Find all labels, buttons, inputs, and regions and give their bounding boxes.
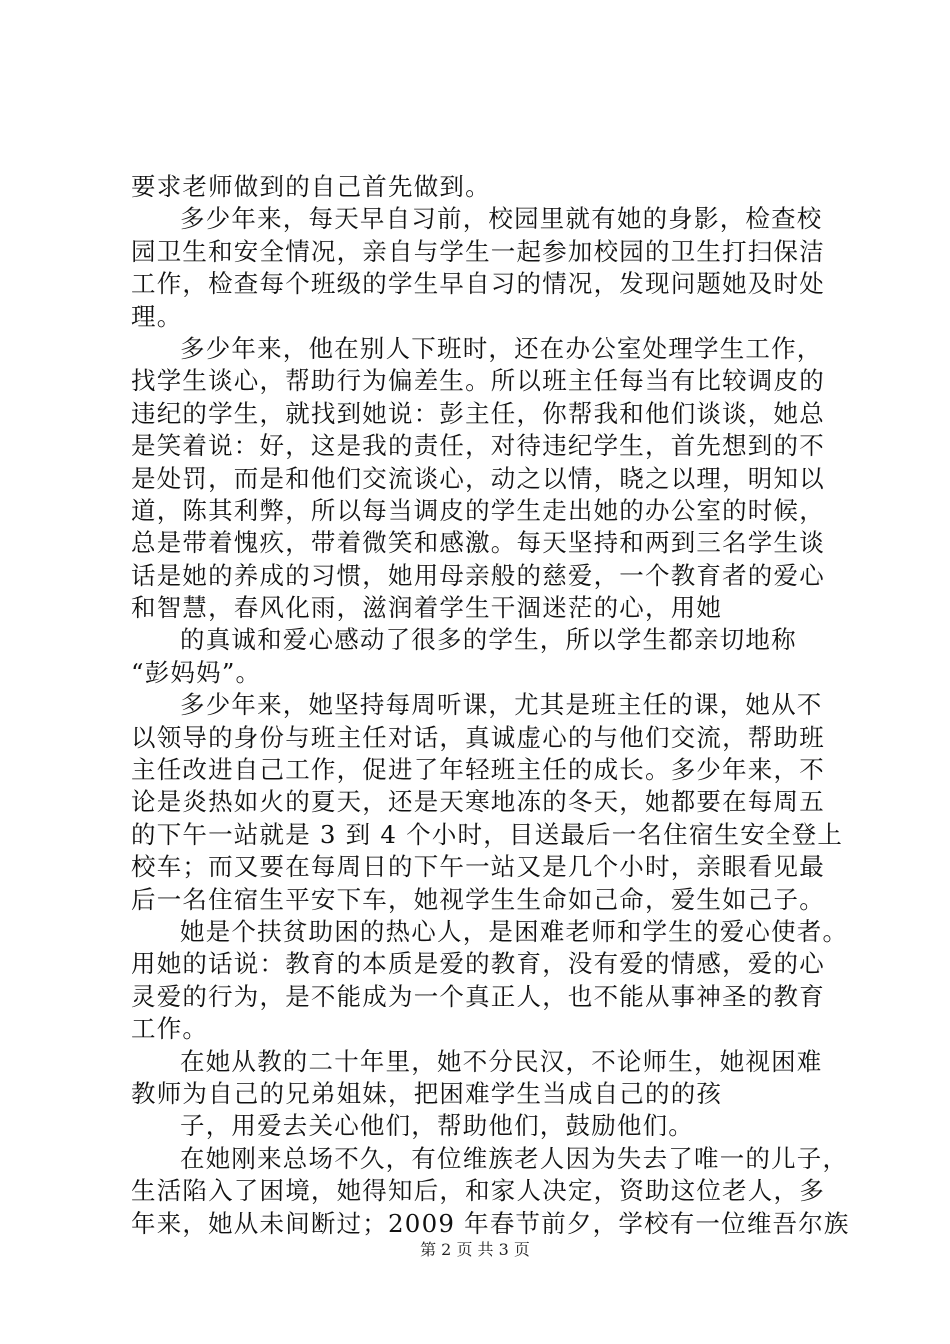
text-line: 教师为自己的兄弟姐妹，把困难学生当成自己的的孩 xyxy=(131,1078,723,1108)
text-line: 话是她的养成的习惯，她用母亲般的慈爱，一个教育者的爱心 xyxy=(131,560,825,590)
text-line: 和智慧，春风化雨，滋润着学生干涸迷茫的心，用她 xyxy=(131,593,723,623)
page-footer: 第 2 页 共 3 页 xyxy=(420,1240,530,1259)
text-line: 违纪的学生，就找到她说：彭主任，你帮我和他们谈谈，她总 xyxy=(131,398,825,428)
text-line: 要求老师做到的自己首先做到。 xyxy=(131,172,491,201)
text-line: 总是带着愧疚，带着微笑和感激。每天坚持和两到三名学生谈 xyxy=(131,528,825,558)
text-line: 在她从教的二十年里，她不分民汉，不论师生，她视困难 xyxy=(180,1046,823,1076)
text-line: 她是个扶贫助困的热心人，是困难老师和学生的爱心使者。 xyxy=(180,916,849,946)
text-line: 在她刚来总场不久，有位维族老人因为失去了唯一的儿子， xyxy=(180,1143,849,1173)
text-line: 用她的话说：教育的本质是爱的教育，没有爱的情感，爱的心 xyxy=(131,949,825,979)
text-line: 年来，她从未间断过；2009 年春节前夕，学校有一位维吾尔族 xyxy=(131,1208,850,1238)
text-line: 找学生谈心，帮助行为偏差生。所以班主任每当有比较调皮的 xyxy=(131,366,825,396)
text-line: 道，陈其利弊，所以每当调皮的学生走出她的办公室的时候， xyxy=(131,495,825,525)
text-line: “彭妈妈”。 xyxy=(131,657,262,687)
text-line: 理。 xyxy=(131,301,183,331)
text-line: 的下午一站就是 3 到 4 个小时，目送最后一名住宿生安全登上 xyxy=(131,819,844,849)
text-line: 灵爱的行为，是不能成为一个真正人，也不能从事神圣的教育 xyxy=(131,981,825,1011)
text-line: 多少年来，他在别人下班时，还在办公室处理学生工作， xyxy=(180,333,823,363)
text-line: 子，用爱去关心他们，帮助他们，鼓励他们。 xyxy=(180,1111,694,1141)
text-line: 后一名住宿生平安下车，她视学生生命如己命，爱生如己子。 xyxy=(131,884,825,914)
text-line: 校车；而又要在每周日的下午一站又是几个小时，亲眼看见最 xyxy=(131,852,825,882)
text-line: 是笑着说：好，这是我的责任，对待违纪学生，首先想到的不 xyxy=(131,431,825,461)
text-line: 生活陷入了困境，她得知后，和家人决定，资助这位老人，多 xyxy=(131,1176,825,1206)
text-line: 多少年来，每天早自习前，校园里就有她的身影，检查校 xyxy=(180,204,823,234)
text-line: 园卫生和安全情况，亲自与学生一起参加校园的卫生打扫保洁 xyxy=(131,236,825,266)
text-line: 工作，检查每个班级的学生早自习的情况，发现问题她及时处 xyxy=(131,269,825,299)
text-line: 以领导的身份与班主任对话，真诚虚心的与他们交流，帮助班 xyxy=(131,722,825,752)
text-line: 主任改进自己工作，促进了年轻班主任的成长。多少年来，不 xyxy=(131,755,825,785)
text-line: 论是炎热如火的夏天，还是天寒地冻的冬天，她都要在每周五 xyxy=(131,787,825,817)
text-line: 的真诚和爱心感动了很多的学生，所以学生都亲切地称 xyxy=(180,625,797,655)
text-line: 多少年来，她坚持每周听课，尤其是班主任的课，她从不 xyxy=(180,690,823,720)
text-line: 是处罚，而是和他们交流谈心，动之以情，晓之以理，明知以 xyxy=(131,463,825,493)
document-body xyxy=(131,171,850,1240)
text-line: 工作。 xyxy=(131,1014,209,1044)
